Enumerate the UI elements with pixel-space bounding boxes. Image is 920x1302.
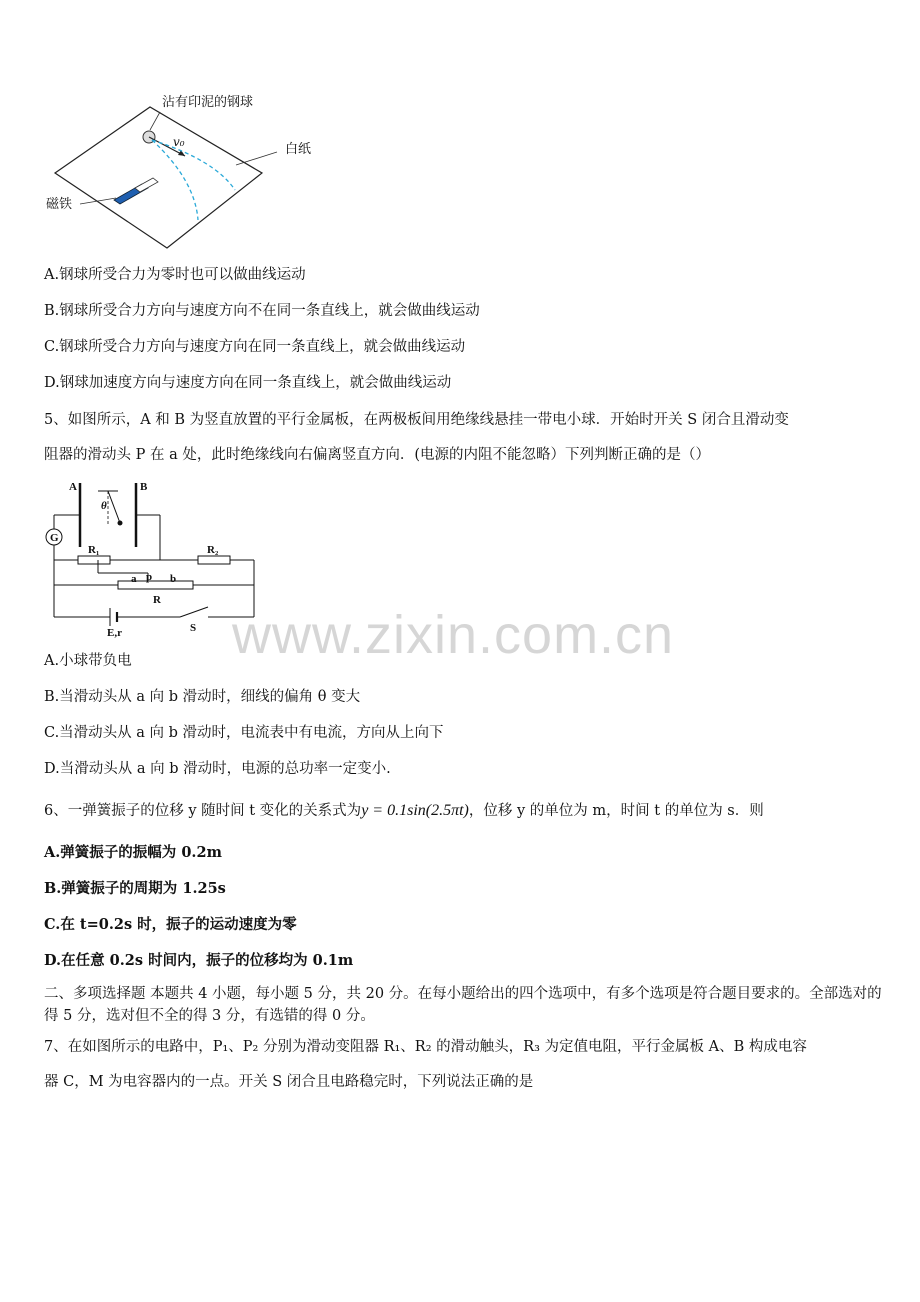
label-galvanometer: G <box>50 532 59 544</box>
q6-option-d: D.在任意 0.2s 时间内，振子的位移均为 0.1m <box>44 952 354 969</box>
label-a: a <box>131 573 137 585</box>
label-ball: 沾有印泥的钢球 <box>162 95 254 110</box>
q5-option-b: B.当滑动头从 a 向 b 滑动时，细线的偏角 θ 变大 <box>44 689 361 705</box>
label-battery: E,r <box>107 627 122 639</box>
q4-option-d: D.钢球加速度方向与速度方向在同一条直线上，就会做曲线运动 <box>44 375 452 391</box>
q6-option-a: A.弹簧振子的振幅为 0.2m <box>44 844 222 861</box>
q4-option-b: B.钢球所受合力方向与速度方向不在同一条直线上，就会做曲线运动 <box>44 303 480 319</box>
q6-stem-b: ，位移 y 的单位为 m，时间 t 的单位为 s．则 <box>468 803 764 819</box>
q6-stem <box>44 801 764 821</box>
q6-option-c: C.在 t=0.2s 时，振子的运动速度为零 <box>44 916 297 933</box>
label-b: b <box>170 573 177 585</box>
q5-option-a: A.小球带负电 <box>44 653 132 669</box>
label-magnet: 磁铁 <box>46 197 73 212</box>
label-theta: θ <box>101 500 107 512</box>
watermark: www.zixin.com.cn <box>232 605 675 665</box>
q7-stem-line2: 器 C，M 为电容器内的一点。开关 S 闭合且电路稳完时，下列说法正确的是 <box>44 1074 534 1090</box>
q6-option-b: B.弹簧振子的周期为 1.25s <box>44 880 226 897</box>
figure-steel-ball <box>40 90 320 255</box>
label-plate-a: A <box>69 481 77 493</box>
section2-instructions: 二、多项选择题 本题共 4 小题，每小题 5 分，共 20 分。在每小题给出的四个选项中，有多个选项是符合题目要求的。全部选对的得 5 分，选对但不全的得 3 分，有选错的得 0 分。 <box>44 986 882 1024</box>
q7-stem-line1: 7、在如图所示的电路中，P₁、P₂ 分别为滑动变阻器 R₁、R₂ 的滑动触头，R₃ 为定值电阻，平行金属板 A、B 构成电容 <box>44 1039 807 1055</box>
label-r2: R₂ <box>207 544 219 556</box>
label-r1: R₁ <box>88 544 100 556</box>
q4-option-a: A.钢球所受合力为零时也可以做曲线运动 <box>44 267 306 283</box>
q5-stem-line2: 阻器的滑动头 P 在 a 处，此时绝缘线向右偏离竖直方向．(电源的内阻不能忽略）下列判断正确的是（） <box>44 447 710 463</box>
label-p: p <box>146 571 153 583</box>
label-plate-b: B <box>140 481 148 493</box>
label-paper: 白纸 <box>285 142 312 157</box>
q6-formula: y = 0.1sin(2.5πt) <box>361 802 469 819</box>
label-v0: v₀ <box>173 135 185 149</box>
label-r: R <box>153 594 161 606</box>
q4-option-c: C.钢球所受合力方向与速度方向在同一条直线上，就会做曲线运动 <box>44 339 466 355</box>
q5-option-d: D.当滑动头从 a 向 b 滑动时，电源的总功率一定变小. <box>44 761 391 777</box>
label-switch: S <box>190 622 197 634</box>
steel-ball-diagram <box>40 90 320 255</box>
q5-stem-line1: 5、如图所示，A 和 B 为竖直放置的平行金属板，在两极板间用绝缘线悬挂一带电小球．开始时开关 S 闭合且滑动变 <box>44 412 789 428</box>
q6-stem-a: 6、一弹簧振子的位移 y 随时间 t 变化的关系式为 <box>44 803 362 819</box>
q5-option-c: C.当滑动头从 a 向 b 滑动时，电流表中有电流，方向从上向下 <box>44 725 444 741</box>
